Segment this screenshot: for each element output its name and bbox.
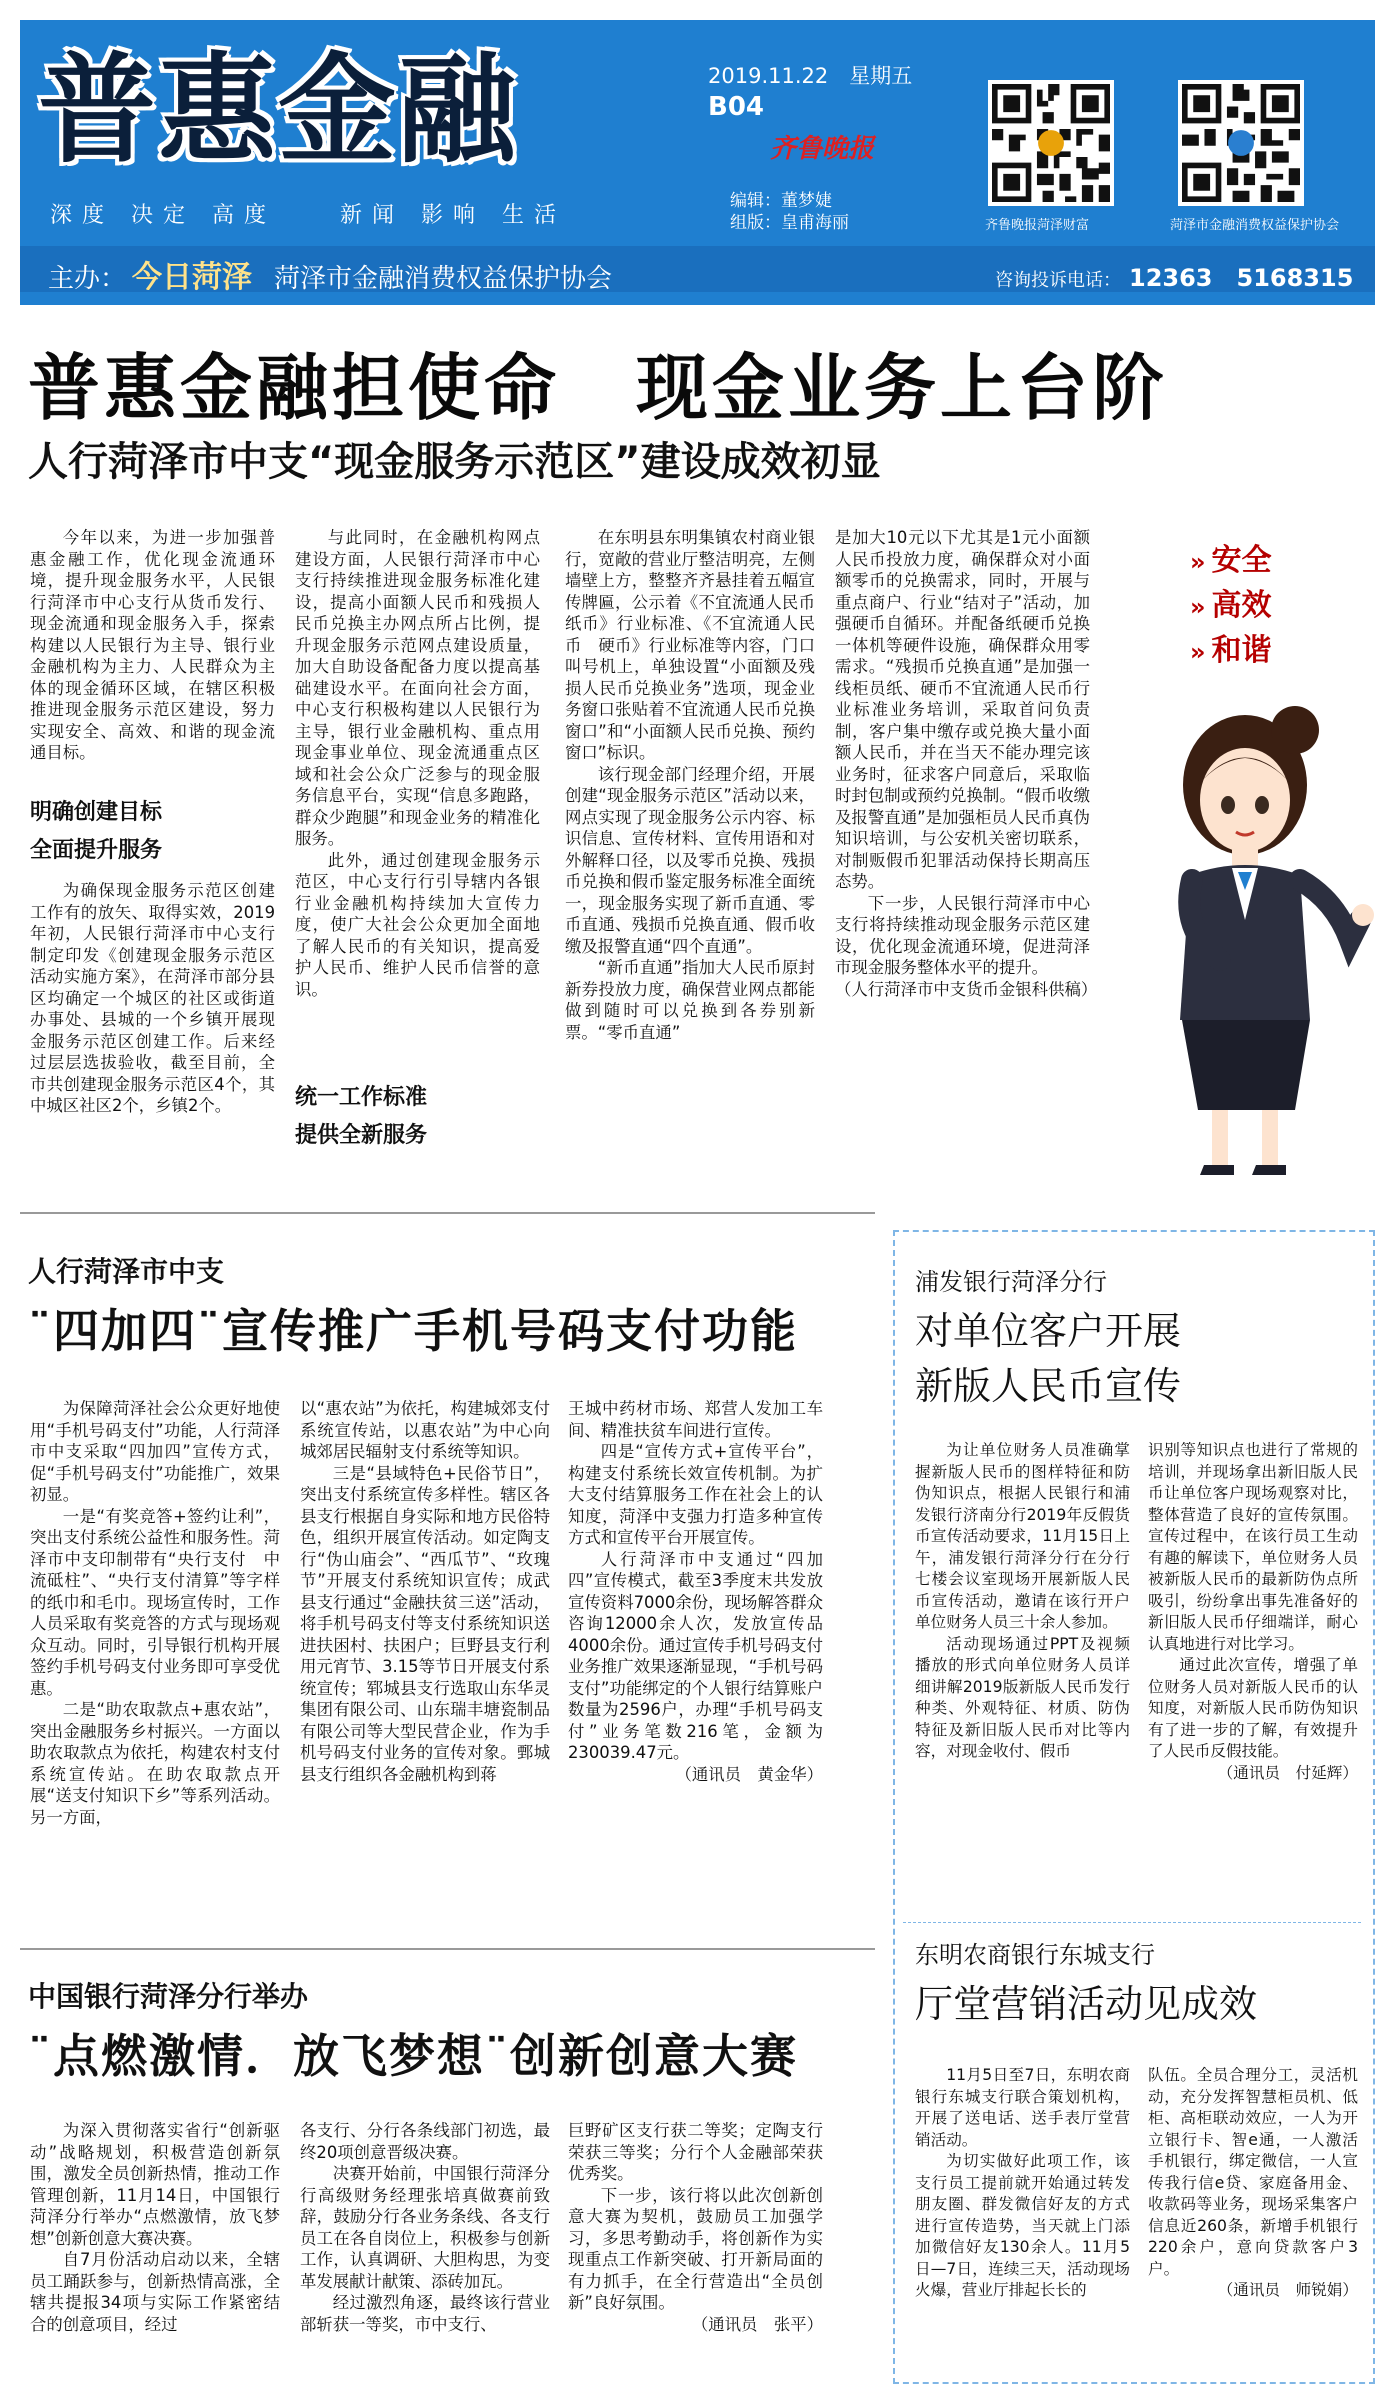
host-org: 菏泽市金融消费权益保护协会: [274, 264, 613, 294]
lead-subhead-1b: 全面提升服务: [30, 838, 163, 863]
paragraph: 为让单位财务人员准确掌握新版人民币的图样特征和防伪知识点，根据人民银行和浦发银行济南分行2019年反假货币宣传活动要求，11月15日上午，浦发银行菏泽分行在分行七楼会议室现场开展新版人民币宣传活动，邀请在该行开户单位财务人员三十余人参加。: [915, 1441, 1130, 1631]
qr-code-graphic: [1182, 84, 1300, 202]
bank-clerk-illustration: [1120, 690, 1375, 1190]
paragraph: 四是“宣传方式+宣传平台”，构建支付系统长效宣传机制。为扩大支付结算服务工作在社会上的认知度，菏泽中支强力打造多种宣传方式和宣传平台开展宣传。: [568, 1442, 823, 1547]
paragraph: 为确保现金服务示范区创建工作有的放矢、取得实效，2019年初，人民银行菏泽市中心支行制定印发《创建现金服务示范区活动实施方案》，在菏泽市部分县区均确定一个城区的社区或街道办事处、县城的一个乡镇开展现金服务示范区创建工作。后来经过层层选拔验收，截至目前，全市共创建现金服务示范区4个，其中城区社区2个，乡镇2个。: [30, 881, 275, 1115]
lead-column-1b: [30, 880, 275, 1117]
paragraph: 今年以来，为进一步加强普惠金融工作，优化现金流通环境，提升现金服务水平，人民银行菏泽市中心支行从货币发行、现金流通和现金服务入手，探索构建以人民银行为主导、银行业金融机构为主力、人民群众为主体的现金循环区域，在辖区积极推进现金服务示范区建设，努力实现安全、高效、和谐的现金流通目标。: [30, 528, 275, 762]
chevron-right-icon: »: [1190, 593, 1206, 621]
qr-code-icon[interactable]: [1178, 80, 1304, 206]
paragraph: 决赛开始前，中国银行菏泽分行高级财务经理张培真做赛前致辞，鼓励分行各业务条线、各支行员工在各自岗位上，积极参与创新工作，认真调研、大胆构思，为变革发展献计献策、添砖加瓦。: [300, 2164, 550, 2291]
story3-column-2: [300, 2120, 550, 2335]
keyword-2: » 高效: [1190, 588, 1272, 623]
side1-title-line-2: 新版人民币宣传: [915, 1364, 1182, 1408]
side2-kicker: 东明农商银行东城支行: [915, 1941, 1155, 1969]
keyword-1: » 安全: [1190, 543, 1272, 578]
hotline: [995, 258, 1353, 293]
lead-headline: 普惠金融担使命 现金业务上台阶: [28, 346, 1169, 430]
host-paper: 今日菏泽: [132, 260, 253, 295]
qr-code-graphic: [992, 84, 1110, 202]
paragraph: 各支行、分行各条线部门初选，最终20项创意晋级决赛。: [300, 2121, 550, 2162]
story2-kicker: 人行菏泽市中支: [28, 1255, 225, 1288]
story3-column-1: [30, 2120, 280, 2335]
side2-title: 厅堂营销活动见成效: [915, 1982, 1258, 2026]
paragraph: 下一步，人民银行菏泽市中心支行将持续推动现金服务示范区建设，优化现金流通环境，促进菏泽市现金服务整体水平的提升。: [835, 893, 1090, 977]
credit: （通讯员 张平）: [691, 2314, 823, 2334]
editor-credits: [730, 190, 849, 234]
side1-title-line-1: 对单位客户开展: [915, 1309, 1182, 1353]
lead-subhead-2b: 提供全新服务: [295, 1123, 428, 1148]
lead-column-1: [30, 527, 275, 764]
masthead-title: 普惠金融: [38, 41, 519, 179]
divider: [903, 1922, 1361, 1923]
text-block: [568, 2120, 823, 2314]
text-block: [915, 1440, 1130, 1763]
hotline-label: 咨询投诉电话：: [995, 270, 1121, 291]
text-block: [30, 2120, 280, 2335]
text-block: [1148, 2065, 1358, 2280]
editor: 编辑：董梦婕: [730, 191, 832, 211]
paragraph: 人行菏泽市中支通过“四加四”宣传模式，截至3季度末共发放宣传资料7000余份，现场解答群众咨询12000余人次，发放宣传品4000余份。通过宣传手机号码支付业务推广效果逐渐显现，“手机号码支付”功能绑定的个人银行结算账户数量为2596户，办理“手机号码支付”业务笔数216笔，金额为230039.47元。: [568, 1549, 823, 1762]
side1-kicker: 浦发银行菏泽分行: [915, 1268, 1107, 1296]
story2-column-1: [30, 1398, 280, 1828]
side2-column-1: [915, 2065, 1130, 2302]
paragraph: 一是“有奖竞答+签约让利”，突出支付系统公益性和服务性。菏泽市中支印制带有“央行支付 中流砥柱”、“央行支付清算”等字样的纸巾和毛巾。现场宣传时，工作人员采取有奖竞答的方式与现场观众互动。同时，引导银行机构开展签约手机号码支付业务即可享受优惠。: [30, 1506, 280, 1698]
text-block: [915, 2065, 1130, 2302]
paragraph: 与此同时，在金融机构网点建设方面，人民银行菏泽市中心支行持续推进现金服务标准化建设，提高小面额人民币和残损人民币兑换主办网点所占比例，提升现金服务示范网点建设质量，加大自助设备配备力度以提高基础建设水平。在面向社会方面，中心支行积极构建以人民银行为主导，银行业金融机构、重点用现金事业单位、现金流通重点区域和社会公众广泛参与的现金服务信息平台，实现“信息多跑路，群众少跑腿”和现金业务的精准化服务。: [295, 528, 540, 848]
side2-column-2: [1148, 2065, 1358, 2302]
text-block: [300, 1398, 550, 1785]
credit: （通讯员 师锐娟）: [1217, 2281, 1358, 2299]
page-number: B04: [708, 92, 764, 122]
paragraph: 在东明县东明集镇农村商业银行，宽敞的营业厅整洁明亮，左侧墙壁上方，整整齐齐悬挂着五幅宣传牌匾，公示着《不宜流通人民币 纸币》行业标准、《不宜流通人民币 硬币》行业标准等内容，门口叫号机上，单独设置“小面额及残损人民币兑换业务”选项，现金业务窗口张贴着不宜流通人民币兑换窗口”和“小面额人民币兑换、预约窗口”标识。: [565, 528, 832, 762]
paragraph: 11月5日至7日，东明农商银行东城支行联合策划机构，开展了送电话、送手表厅堂营销活动。: [915, 2066, 1130, 2149]
paragraph: 该行现金部门经理介绍，开展创建“现金服务示范区”活动以来，网点实现了现金服务公示内容、标识信息、宣传材料、宣传用语和对外解释口径，以及零币兑换、残损币兑换和假币鉴定服务标准全面统一，现金服务实现了新币直通、零币直通、残损币兑换直通、假币收缴及报警直通“四个直通”。: [565, 764, 815, 956]
side1-column-1: [915, 1440, 1130, 1763]
host-line: [48, 252, 612, 296]
text-block: [568, 1398, 823, 1764]
story3-kicker: 中国银行菏泽分行举办: [28, 1980, 309, 2013]
qr-caption-1: 齐鲁晚报菏泽财富: [985, 218, 1090, 233]
paragraph: 为深入贯彻落实省行“创新驱动”战略规划，积极营造创新氛围，激发全员创新热情，推动工作管理创新，11月14日，中国银行菏泽分行举办“点燃激情，放飞梦想”创新创意大赛决赛。: [30, 2121, 280, 2248]
paragraph: 是加大10元以下尤其是1元小面额人民币投放力度，确保群众对小面额零币的兑换需求，同时，开展与重点商户、行业“结对子”活动，加强硬币自循环。并配备纸硬币兑换一体机等硬件设施，确保群众用零需求。“残损币兑换直通”是加强一线柜员纸、硬币不宜流通人民币行业标准业务培训，采取首问负责制，客户集中缴存或兑换大量小面额人民币，并在当天不能办理完该业务时，征求客户同意后，采取临时封包制或预约兑换制。“假币收缴及报警直通”是加强柜员人民币真伪知识培训，与公安机关密切联系，对制贩假币犯罪活动保持长期高压态势。: [835, 528, 1090, 891]
lead-column-2: [295, 527, 540, 1000]
story2-title: ¨四加四¨宣传推广手机号码支付功能: [28, 1304, 798, 1358]
chevron-right-icon: »: [1190, 638, 1206, 666]
paragraph: 经过激烈角逐，最终该行营业部斩获一等奖，市中支行、: [300, 2293, 550, 2334]
paragraph: 此外，通过创建现金服务示范区，中心支行行引导辖内各银行业金融机构持续加大宣传力度，使广大社会公众更加全面地了解人民币的有关知识，提高爱护人民币、维护人民币信誉的意识。: [295, 850, 540, 999]
story3-title: ¨点燃激情．放飞梦想¨创新创意大赛: [28, 2029, 798, 2083]
lead-subhead-1a: 明确创建目标: [30, 800, 163, 825]
qr-caption-2: 菏泽市金融消费权益保护协会: [1170, 218, 1340, 233]
credit: （通讯员 付延辉）: [1217, 1763, 1358, 1782]
lead-subheadline: 人行菏泽市中支“现金服务示范区”建设成效初显: [28, 439, 881, 485]
paragraph: 王城中药材市场、郑营人发加工车间、精准扶贫车间进行宣传。: [568, 1399, 823, 1440]
paragraph: 下一步，该行将以此次创新创意大赛为契机，鼓励员工加强学习，多思考勤动手，将创新作为实现重点工作新突破、打开新局面的有力抓手，在全行营造出“全员创新”良好氛围。: [568, 2185, 823, 2312]
story2-column-2: [300, 1398, 550, 1785]
chevron-right-icon: »: [1190, 548, 1206, 576]
side1-column-2: [1148, 1440, 1358, 1784]
text-block: [30, 1398, 280, 1828]
paragraph: 二是“助农取款点+惠农站”，突出金融服务乡村振兴。一方面以助农取款点为依托，构建农村支付系统宣传站。在助农取款点开展“送支付知识下乡”等系列活动。另一方面，: [30, 1700, 280, 1827]
lead-column-3: [565, 527, 832, 1043]
story3-column-3: [568, 2120, 823, 2335]
paragraph: 以“惠农站”为依托，构建城郊支付系统宣传站，以惠农站”为中心向城郊居民辐射支付系统等知识。: [300, 1399, 550, 1461]
masthead-slogan: 深度 决定 高度 新闻 影响 生活: [50, 203, 566, 228]
lead-column-4: [835, 527, 1098, 1000]
keyword-3: » 和谐: [1190, 633, 1272, 668]
issue-date: 2019.11.22 星期五: [708, 64, 913, 88]
text-block: [1148, 1440, 1358, 1763]
paragraph: 自7月份活动启动以来，全辖员工踊跃参与，创新热情高涨，全辖共提报34项与实际工作紧密结合的创意项目，经过: [30, 2250, 280, 2334]
paragraph: 识别等知识点也进行了常规的培训，并现场拿出新旧版人民币让单位客户现场观察对比，整体营造了良好的宣传氛围。宣传过程中，在该行员工生动有趣的解读下，单位财务人员被新版人民币的最新防伪点所吸引，纷纷拿出事先准备好的新旧版人民币仔细端详，耐心认真地进行对比学习。: [1148, 1441, 1358, 1653]
lead-subhead-2a: 统一工作标准: [295, 1085, 428, 1110]
paragraph: 通过此次宣传，增强了单位财务人员对新版人民币的认知度，对新版人民币防伪知识有了进一步的了解，有效提升了人民币反假技能。: [1148, 1656, 1358, 1760]
qr-code-icon[interactable]: [988, 80, 1114, 206]
paragraph: 队伍。全员合理分工，灵活机动，充分发挥智慧柜员机、低柜、高柜联动效应，一人为开立银行卡、智e通，一人激活手机银行，绑定微信，一人宣传我行信e贷、家庭备用金、收款码等业务，现场采集客户信息近260条，新增手机银行220余户，意向贷款客户3户。: [1148, 2066, 1358, 2278]
layout-editor: 组版：皇甫海丽: [730, 213, 849, 233]
text-block: [300, 2120, 550, 2335]
paragraph: 为保障菏泽社会公众更好地使用“手机号码支付”功能，人行菏泽市中支采取“四加四”宣传方式，促“手机号码支付”功能推广，效果初显。: [30, 1399, 280, 1504]
paragraph: “新币直通”指加大人民币原封新券投放力度，确保营业网点都能做到随时可以兑换到各券别新票。“零币直通”: [565, 958, 815, 1042]
hotline-number: 12363 5168315: [1129, 264, 1354, 292]
story2-column-3: [568, 1398, 823, 1785]
divider: [20, 1212, 875, 1214]
host-label: 主办：: [48, 264, 127, 294]
credit: （通讯员 黄金华）: [675, 1764, 823, 1784]
paragraph: 三是“县域特色+民俗节日”，突出支付系统宣传多样性。辖区各县支行根据自身实际和地方民俗特色，组织开展宣传活动。如定陶支行“伪山庙会”、“西瓜节”、“玫瑰节”开展支付系统知识宣传；成武县支行通过“金融扶贫三送”活动，将手机号码支付等支付系统知识送进扶困村、扶困户；巨野县支行利用元宵节、3.15等节日开展支付系统宣传；郓城县支行选取山东华灵集团有限公司、山东瑞丰塘瓷制品有限公司等大型民营企业，作为手机号码支付业务的宣传对象。鄄城县支行组织各金融机构到蒋: [300, 1463, 550, 1784]
paper-logo: 齐鲁晚报: [770, 134, 875, 164]
paragraph: 为切实做好此项工作，该支行员工提前就开始通过转发朋友圈、群发微信好友的方式进行宣传造势，当天就上门添加微信好友130余人。11月5日—7日，连续三天，活动现场火爆，营业厅排起长长的: [915, 2152, 1130, 2299]
credit: （人行菏泽市中支货币金银科供稿）: [835, 979, 1098, 999]
paragraph: 巨野矿区支行获二等奖；定陶支行荣获三等奖；分行个人金融部荣获优秀奖。: [568, 2121, 823, 2183]
paragraph: 活动现场通过PPT及视频播放的形式向单位财务人员详细讲解2019版新版人民币发行种类、外观特征、材质、防伪特征及新旧版人民币对比等内容，对现金收付、假币: [915, 1634, 1130, 1760]
divider: [20, 1948, 875, 1950]
